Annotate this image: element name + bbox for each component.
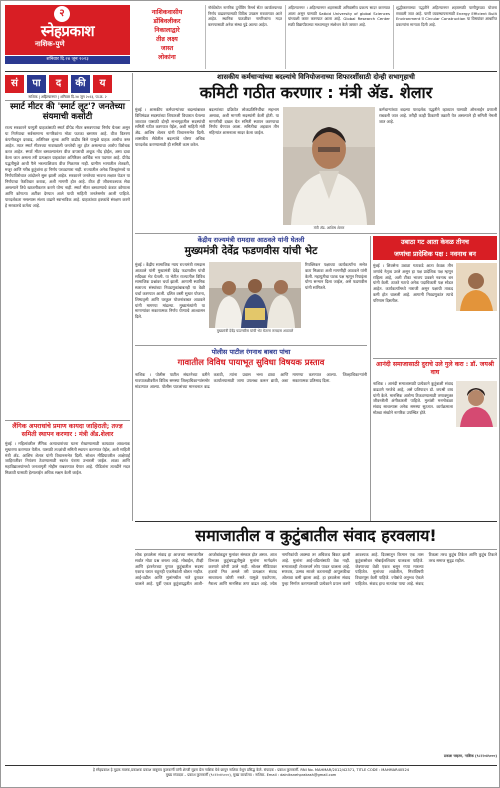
editorial-title: स्मार्ट मीटर की 'स्मार्ट लूट'? जनतेच्या संयमाची कसोटी [10, 102, 125, 122]
teaser-line: तीव्र लक्ष्य [156, 36, 178, 43]
portrait-illustration [456, 381, 497, 427]
story2-headline: मुख्यमंत्री देवेंद्र फडणवीस यांची भेट [184, 245, 318, 257]
feature-author: प्रकाश चव्हाण, नाशिक (९८२२०४५०००) [443, 754, 497, 758]
column-divider [205, 5, 206, 69]
portrait-illustration [456, 263, 497, 311]
side1-headline: जणांचा प्रादेशिक पक्ष : नवनाथ बन [394, 250, 476, 258]
masthead-teaser [132, 7, 202, 69]
lead-photo-caption: मंत्री ॲड. आशिष शेलार [313, 226, 345, 230]
editorial-date: नाशिक | अहिल्यानगर | शनिवार दि.२४ जून २०२३, पा.क्र. २ [5, 95, 130, 101]
top-column-1: नॉर्थवेस्टेल नागरिक दुर्गोविंग रिसर्च सेंटर कार्यालयाच्या निर्णय वाढवण्यासाठी विविध उपक्रम राबवण्यात आले आहेत. स्थानिक पातळीवर नागरिकांना मदत करण्यासाठी अनेक संस्था पुढे आल्या आहेत. [208, 5, 282, 28]
teaser-line: डोंबिवलीकर [153, 18, 181, 25]
editorial-letter: य [93, 75, 112, 93]
side1-kicker: उबाठा गट आता केवळ तीनच [401, 238, 469, 246]
editorial-letter: सं [5, 75, 24, 93]
masthead-rule [5, 71, 497, 72]
editorial-body: राज्य सरकारने घरगुती ग्राहकांसाठी स्मार्ट प्रीपेड मीटर बसवण्याचा निर्णय घेतला असून या निर्णयाचा सर्वसामान्य नागरिकांना मोठा फटका बसणार आहे. वीज वितरण कंपनीकडून दरवाढ, अतिरिक्त शुल्क आणि वाढीव बिले यामुळे ग्राहक आधीच त्रस्त आहेत. त्यात स्मार्ट मीटरच्या नावाखाली जनतेची लूट होत असल्याचा आरोप विरोधक करत आहेत. स्मार्ट मीटर बसवल्यानंतर वीज वापराची अचूक नोंद होईल, असा दावा केला जात असला तरी प्रत्यक्षात ग्राहकांवर अतिरिक्त आर्थिक भार पडणार आहे. प्रीपेड पद्धतीमुळे आधी पैसे भरल्याशिवाय वीज मिळणार नाही. ग्रामीण भागातील शेतकरी, मजूर आणि गरीब कुटुंबांना हा निर्णय परवडणारा नाही. राज्यातील अनेक जिल्ह्यांमध्ये या निर्णयाविरोधात आंदोलने सुरू झाली आहेत. सरकारने जनतेच्या भावना लक्षात घेऊन या निर्णयाचा फेरविचार करावा, अशी मागणी होत आहे. वीज ही जीवनावश्यक सेवा असल्याने तिचे खाजगीकरण करणे योग्य नाही. स्मार्ट मीटर बसवण्याचे कंत्राट कोणाला आणि कोणत्या अटींवर देण्यात आले याची माहिती जनतेसमोर आली पाहिजे. पारदर्शकता नसल्यास संशय वाढणे स्वाभाविक आहे. ग्राहकांच्या हक्कांचे संरक्षण करणे हे सरकारचे कर्तव्य आहे. [5, 125, 130, 208]
story2-kicker: केंद्रीय राज्यमंत्री रामदास आठवले यांनी घेतली [197, 236, 305, 244]
section-rule [135, 549, 497, 550]
column-divider [393, 5, 394, 69]
masthead-number: २ [54, 6, 70, 22]
lead-body-col1: मुंबई । शासकीय कर्मचाऱ्यांच्या बदल्यांबाबत विधिमंडळ सदस्यांच्या शिफारशी विचारात घेतल्या जाव्यात यासाठी दोन्ही सभागृहातील सदस्यांची समिती गठीत करण्यात येईल, अशी माहिती मंत्री ॲड. आशिष शेलार यांनी विधानसभेत दिली. शासकीय सेवेतील बदल्यांचे धोरण अधिक पारदर्शक करण्यासाठी ही समिती काम करेल. [135, 107, 205, 147]
imprint-line: हे स्नेहप्रकाश हे मुद्रक मालक,प्रकाशक प्रकाश बाबुराव कुलकर्णी यांनी शेरजी मुद्रण प्रेस नाशिक येथे छापून नाशिक येथून प्रसिद्ध केले. संपादक : प्रकाश कुलकर्णी. RNI No. MAHMAR/2012/42371, TITLE CODE : MAHMAR40524 [92, 768, 410, 772]
section-rule [5, 420, 130, 421]
story4-body: मुंबई । महिलांवरील लैंगिक अत्याचारांच्या घटना रोखण्यासाठी कायद्यात आवश्यक सुधारणा करण्यात येतील. यासाठी तज्ज्ञांची समिती स्थापन करण्यात येईल, अशी माहिती मंत्री ॲड. आशिष शेलार यांनी विधानसभेत दिली. सोशल मीडियावरील आक्षेपार्ह जाहिरातींवर नियंत्रण ठेवण्यासाठी स्वतंत्र यंत्रणा उभारली जाईल. शाळा आणि महाविद्यालयांमध्ये जनजागृती मोहीम राबवण्यात येणार आहे. पीडितांना तातडीने मदत मिळावी यासाठी हेल्पलाईन अधिक सक्षम केली जाईल. [5, 441, 130, 475]
story2-photo [209, 262, 301, 328]
editorial-letter: पा [27, 75, 46, 93]
lead-body-col2: बदल्यांच्या प्रक्रियेत लोकप्रतिनिधींचा सहभाग असावा, अशी मागणी सदस्यांनी केली होती. या मागणीची दखल घेत समिती स्थापन करण्याचा निर्णय घेण्यात आला. समितीचा अहवाल तीन महिन्यांत शासनाला सादर केला जाईल. [209, 107, 279, 136]
lead-headline: कमिटी गठीत करणार : मंत्री ॲड. शेलार [199, 83, 433, 102]
editorial-letter: की [71, 75, 90, 93]
side2-headline: आनंदी समाजासाठी दुराचे उले गुले करा : डॉ. जयश्री वाघ [376, 361, 494, 376]
column-divider [370, 236, 371, 521]
editorial-letter: द [49, 75, 68, 93]
section-rule [373, 358, 497, 359]
teaser-line: लोकांना [158, 54, 176, 61]
story3-headline: गावातील विविध पायाभूत सुविधा विषयक प्रस्ताव [177, 357, 325, 367]
section-rule [135, 521, 497, 522]
masthead-title: स्नेहप्रकाश [40, 22, 95, 40]
teaser-line: जास्त [160, 45, 174, 52]
editorial-banner [5, 73, 130, 95]
story2-body-col2: रिपब्लिकन पक्षाच्या कार्यकर्त्यांना सत्तेत वाटा मिळावा अशी मागणीही आठवले यांनी केली. महायुतीचा घटक पक्ष म्हणून रिपाइंला योग्य सन्मान दिला जाईल, असे फडणवीस यांनी सांगितले. [305, 262, 367, 291]
section-rule [135, 233, 497, 234]
section-rule [135, 345, 367, 346]
teaser-line: नाशिकवासीय [151, 9, 183, 16]
side2-body: नाशिक । आनंदी समाजासाठी प्रत्येकाने कुटुंबाशी संवाद वाढवणे गरजेचे आहे, असे प्रतिपादन डॉ. जयश्री वाघ यांनी केले. मानसिक आरोग्य टिकवण्यासाठी तणावमुक्त जीवनशैली अंगीकारली पाहिजे. मुलांशी मनमोकळा संवाद साधल्यास अनेक समस्या सुटतात. कार्यक्रमाला मोठ्या संख्येने नागरिक उपस्थित होते. [373, 381, 453, 415]
side2-photo [456, 381, 497, 427]
masthead [5, 5, 130, 55]
story2-body: मुंबई । केंद्रीय सामाजिक न्याय राज्यमंत्री रामदास आठवले यांनी मुख्यमंत्री देवेंद्र फडणवीस यांची सदिच्छा भेट घेतली. या भेटीत राज्यातील विविध सामाजिक प्रश्नांवर चर्चा झाली. आगामी स्थानिक स्वराज्य संस्थांच्या निवडणुकांबाबतही या वेळी चर्चा करण्यात आली. दलित वस्ती सुधार योजना, शिष्यवृत्ती आणि घरकुल योजनांबाबत आठवले यांनी मागण्या मांडल्या. मुख्यमंत्र्यांनी या मागण्यांवर सकारात्मक निर्णय घेण्याचे आश्वासन दिले. [135, 262, 205, 320]
side1-body: मुंबई । शिवसेना उबाठा गटाकडे आता केवळ तीन जणांचे नेतृत्व उरले असून हा पक्ष प्रादेशिक पक्ष म्हणून राहिला आहे, अशी टीका भाजप प्रवक्ते नवनाथ बन यांनी केली. ठाकरे गटाचे अनेक पदाधिकारी पक्ष सोडत आहेत. कार्यकर्त्यांमध्ये नाराजी असून पक्षाची ताकद कमी होत चालली आहे. आगामी निवडणुकांत त्याचे परिणाम दिसतील. [373, 263, 453, 303]
top-column-2: अहिल्यानगर । अहिल्यानगर शहरासाठी अनिवासीय प्रकल्प सादर करण्यात आला असून यासाठी Satbid University of global Sciences यांच्याशी करार करण्यात आला आहे. Global Research Center साठी विद्यापीठाच्या माध्यमातून संशोधन केले जाणार आहे. [288, 5, 390, 28]
lead-photo [283, 107, 375, 225]
top-column-3: शुद्धीकरणाच्या पद्धतीने अहिल्यानगर शहरासाठी पाणीपुरवठा योजना राबवली जात आहे. पाणी व्यवस्थापनासाठी Energy Efficient Built Environment व Circular Construction या विषयांवर आधारित प्रकल्पांना मान्यता दिली आहे. [396, 5, 497, 28]
side1-headline-box [373, 236, 497, 260]
story3-kicker: पोलीस पाटील रंगनाथ बाबरा पांचा [211, 348, 291, 356]
column-divider [132, 73, 133, 521]
meeting-photo-illustration [209, 262, 301, 328]
masthead-city: नाशिक-पुणे [35, 40, 65, 48]
imprint-line: मुख्य संपादक – प्रकाश कुलकर्णी (९८२२०४५०००), मुख्य कार्यालय : नाशिक. Email : dainiksnehprakash@gmail.com [165, 773, 337, 777]
side1-photo [456, 263, 497, 311]
lead-body-col3: कर्मचाऱ्यांच्या बदल्या पारदर्शक पद्धतीने व्हाव्यात यासाठी ऑनलाईन प्रणाली राबवली जात आहे. तरीही काही ठिकाणी तक्रारी येत असल्याने ही समिती नेमली जात आहे. [379, 107, 497, 124]
story2-photo-caption: मुख्यमंत्री देवेंद्र फडणवीस यांची भेट घेताना रामदास आठवले [216, 329, 294, 333]
imprint-footer [5, 765, 497, 778]
teaser-line: निकालाद्वारे [154, 27, 180, 34]
masthead-date: शनिवार दि.२४ जून २०२३ [5, 56, 130, 64]
story3-body: नाशिक । पोलीस पाटील संघटनेच्या वतीने गावपातळीवरील विविध समस्या जिल्हाधिकाऱ्यांसमोर मांडण्यात आल्या. पोलीस पाटलांच्या मानधनात वाढ करावी, त्यांना प्रवास भत्ता द्यावा आणि कार्यालयासाठी जागा उपलब्ध करून द्यावी, अशा मागण्या करण्यात आल्या. जिल्हाधिकाऱ्यांनी सकारात्मक प्रतिसाद दिला. [135, 372, 367, 389]
story4-headline: लैंगिक अपराधांचे प्रमाण कायदा जाहिराती; तज्ज्ञ समिती स्थापन करणार : मंत्री ॲड.शेलार [12, 423, 123, 438]
feature-headline: समाजातील व कुटुंबातील संवाद हरवलाय! [195, 526, 437, 545]
lead-kicker: शासकीय कर्मचाऱ्यांच्या बदल्यांचे विनियोजनाच्या शिफारशींसाठी दोन्ही सभागृहाची [217, 73, 415, 81]
feature-body: लोक हरवलेला संवाद हा आजच्या समाजातील सर्वात मोठा प्रश्न बनला आहे. मोबाईल, टीव्ही आणि इंटरनेटच्या युगात कुटुंबातील सदस्य एकाच घरात राहूनही एकमेकांशी बोलत नाहीत. आई-वडील आणि मुलांमधील नाते दुरावत चालले आहे. पूर्वी एकत्र कुटुंबपद्धतीत आजी-आजोबांकडून मुलांवर संस्कार होत असत. आज विभक्त कुटुंबपद्धतीमुळे मुलांना मार्गदर्शन करणारे कोणी उरले नाही. सोशल मीडियावर हजारो मित्र असले तरी प्रत्यक्षात संवाद साधायला कोणी नसते. यामुळे एकटेपणा, नैराश्य आणि मानसिक ताण वाढत आहे. ज्येष्ठ नागरिकांची अवस्था तर अधिकच बिकट झाली आहे. मुलांना आई-वडिलांसाठी वेळ नाही. समाजातही शेजारधर्म लोप पावत चालला आहे. सणवार, उत्सव साजरे करतानाही आपुलकीचा ओलावा कमी झाला आहे. हा हरवलेला संवाद पुन्हा निर्माण करण्यासाठी प्रत्येकाने प्रयत्न करणे आवश्यक आहे. दिवसातून किमान एक तास कुटुंबासोबत मोबाईलशिवाय घालवला पाहिजे. जेवणाच्या वेळी एकत्र बसून गप्पा मारल्या पाहिजेत. मुलांच्या शाळेतील, मित्रांविषयी विचारपूस केली पाहिजे. ज्येष्ठांचे अनुभव ऐकले पाहिजेत. संवाद हाच नात्यांचा पाया आहे. संवाद टिकला तरच कुटुंब टिकेल आणि कुटुंब टिकले तरच समाज सुदृढ राहील. [135, 552, 497, 586]
portrait-illustration [283, 107, 375, 225]
column-divider [285, 5, 286, 69]
